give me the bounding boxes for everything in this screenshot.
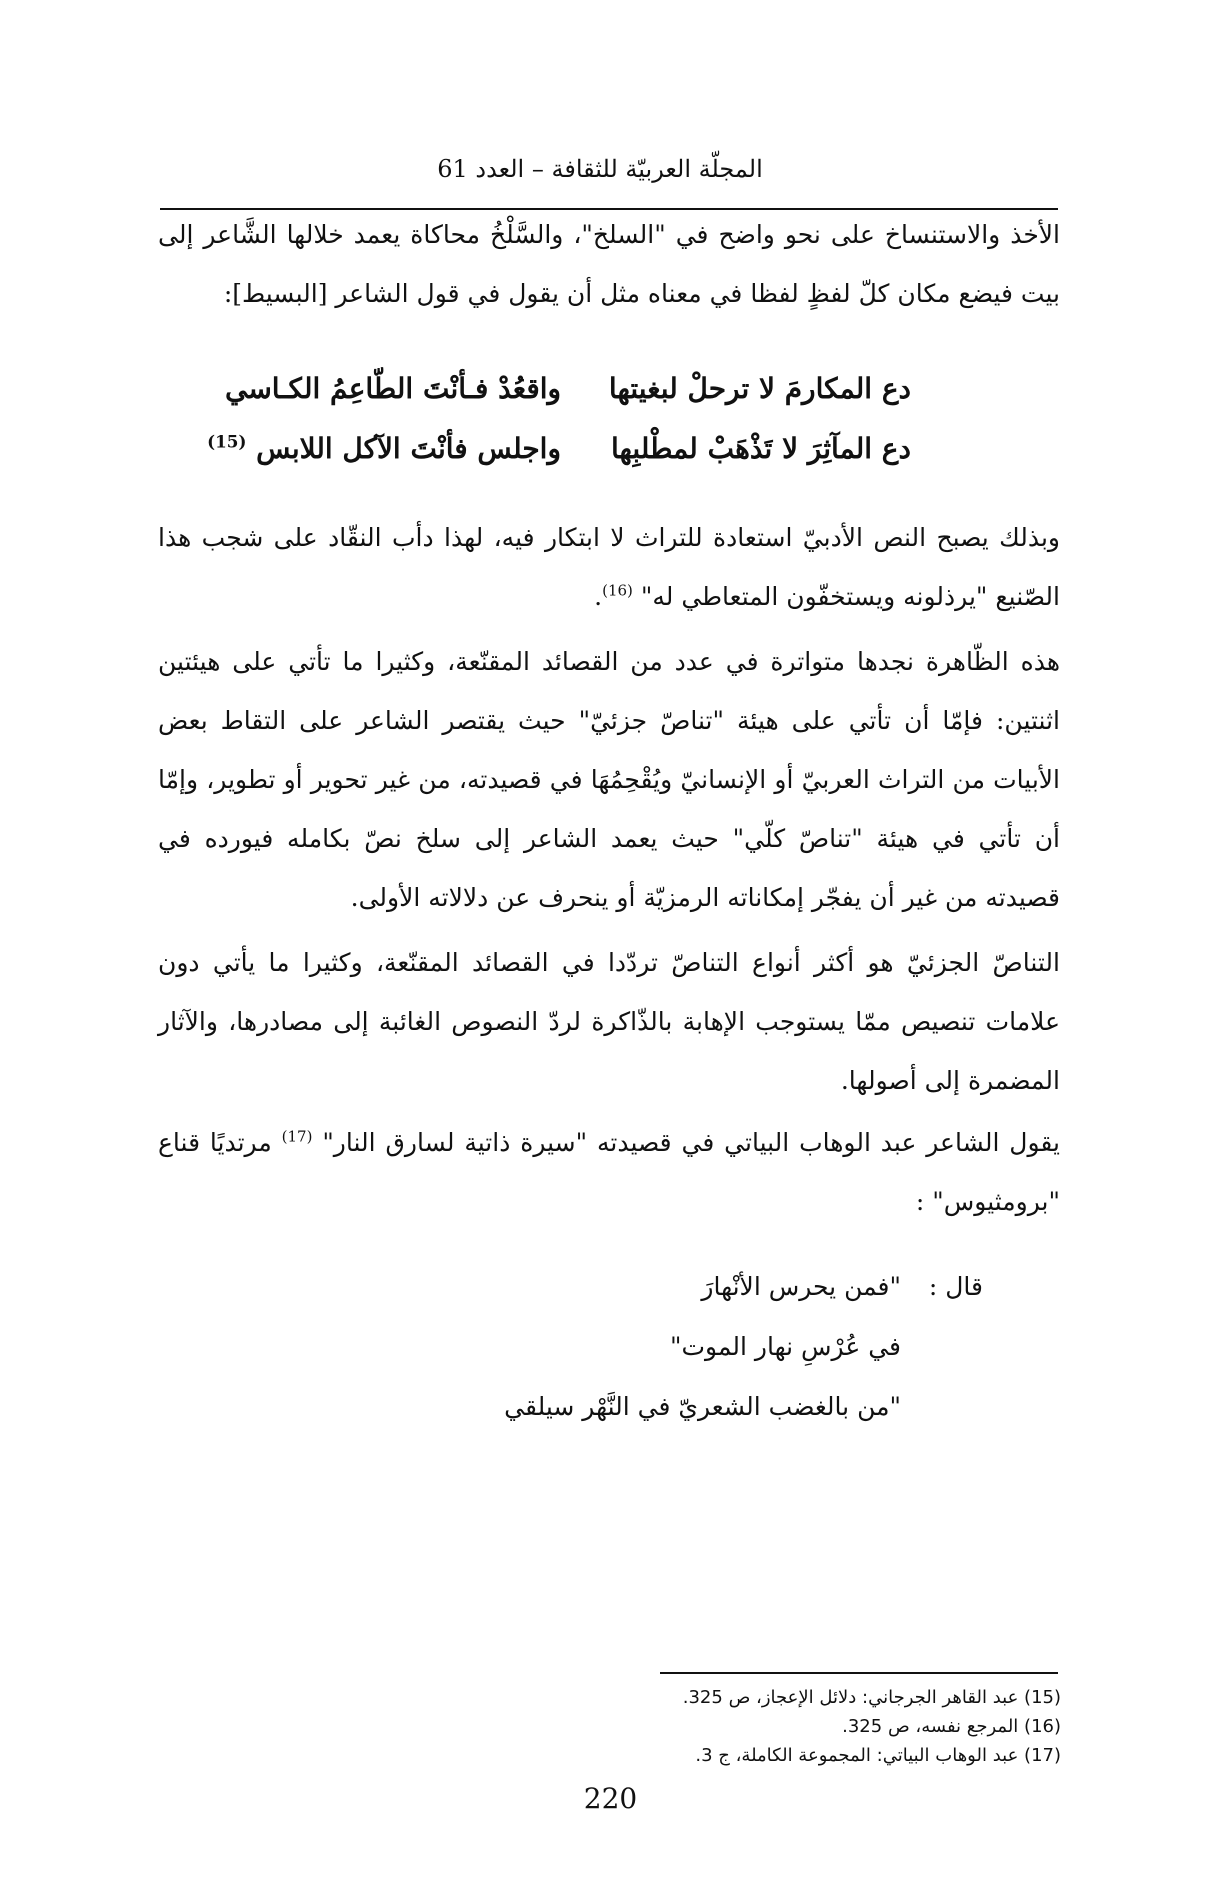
footnote-16: (16) المرجع نفسه، ص 325. — [842, 1716, 1061, 1737]
paragraph-4: التناصّ الجزئيّ هو أكثر أنواع التناصّ تردّدا في القصائد المقنّعة، وكثيرا ما يأتي دون علامات تنصيص ممّا يستوجب الإهابة بالذّاكرة لردّ النصوص الغائبة إلى مصادرها، والآثار المضمرة إلى أصولها. — [158, 948, 1060, 1095]
poem-line-2-second-hemistich — [207, 432, 561, 465]
paragraph-2-end: . — [594, 582, 603, 611]
paragraph-5 — [158, 1113, 1060, 1231]
quoted-verse-line-1: "فمن يحرس الأنْهارَ — [701, 1272, 901, 1301]
footnote-15: (15) عبد القاهر الجرجاني: دلائل الإعجاز، ص 325. — [682, 1687, 1061, 1708]
footnote-divider — [660, 1672, 1058, 1674]
quoted-verse-speaker: قال : — [928, 1272, 983, 1301]
footnotes — [683, 1683, 1061, 1770]
poem-line-2-first-hemistich: دع المآثِرَ لا تَذْهَبْ لمطْلبِها — [610, 432, 911, 465]
footnote-ref-16: (16) — [602, 581, 633, 600]
page-number: 220 — [583, 1782, 638, 1815]
paragraph-3: هذه الظّاهرة نجدها متواترة في عدد من القصائد المقنّعة، وكثيرا ما تأتي على هيئتين اثنتين: فإمّا أن تأتي على هيئة "تناصّ جزئيّ" حيث يقتصر الشاعر على التقاط بعض الأبيات من التراث العربيّ أو الإنسانيّ ويُقْحِمُهَا في قصيدته، من غير تحوير أو تطوير، وإمّا أن تأتي في هيئة "تناصّ كلّي" حيث يعمد الشاعر إلى سلخ نصّ بكامله فيورده في قصيدته من غير أن يفجّر إمكاناته الرمزيّة أو ينحرف عن دلالاته الأولى. — [158, 647, 1060, 912]
intro-paragraph: الأخذ والاستنساخ على نحو واضح في "السلخ"، والسَّلْخُ محاكاة يعمد خلالها الشَّاعر إلى بيت فيضع مكان كلّ لفظٍ لفظا في معناه مثل أن يقول في قول الشاعر [البسيط]: — [158, 220, 1060, 308]
footnote-17: (17) عبد الوهاب البياتي: المجموعة الكاملة، ج 3. — [695, 1745, 1061, 1766]
footnote-ref-17: (17) — [281, 1127, 313, 1146]
poem-line-1-first-hemistich: دع المكارمَ لا ترحلْ لبغيتها — [608, 372, 911, 405]
paragraph-5-after: مرتديًا قناع "برومثيوس" : — [158, 1128, 1060, 1216]
paragraph-2 — [158, 508, 1060, 626]
poem-line-2-second-text: واجلس فأنْتَ الآكل اللابس — [256, 432, 561, 465]
paragraph-5-before: يقول الشاعر عبد الوهاب البياتي في قصيدته "سيرة ذاتية لسارق النار" — [322, 1128, 1060, 1157]
quoted-verse-line-3: "من بالغضب الشعريّ في النَّهْر سيلقي — [504, 1392, 901, 1421]
paragraph-2-text: وبذلك يصبح النص الأدبيّ استعادة للتراث لا ابتكار فيه، لهذا دأب النقّاد على شجب هذا الصّنيع "يرذلونه ويستخفّون المتعاطي له" — [158, 523, 1060, 611]
footnote-ref-15: (15) — [207, 431, 247, 452]
poem-line-1-second-hemistich: واقعُدْ فـأنْتَ الطّاعِمُ الكـاسي — [225, 372, 561, 405]
poem-line-2 — [207, 432, 911, 465]
poem-line-1 — [225, 372, 911, 405]
quoted-verse-line-2: في عُرْسِ نهار الموت" — [670, 1332, 901, 1361]
journal-header: المجلّة العربيّة للثقافة – العدد 61 — [437, 155, 763, 183]
